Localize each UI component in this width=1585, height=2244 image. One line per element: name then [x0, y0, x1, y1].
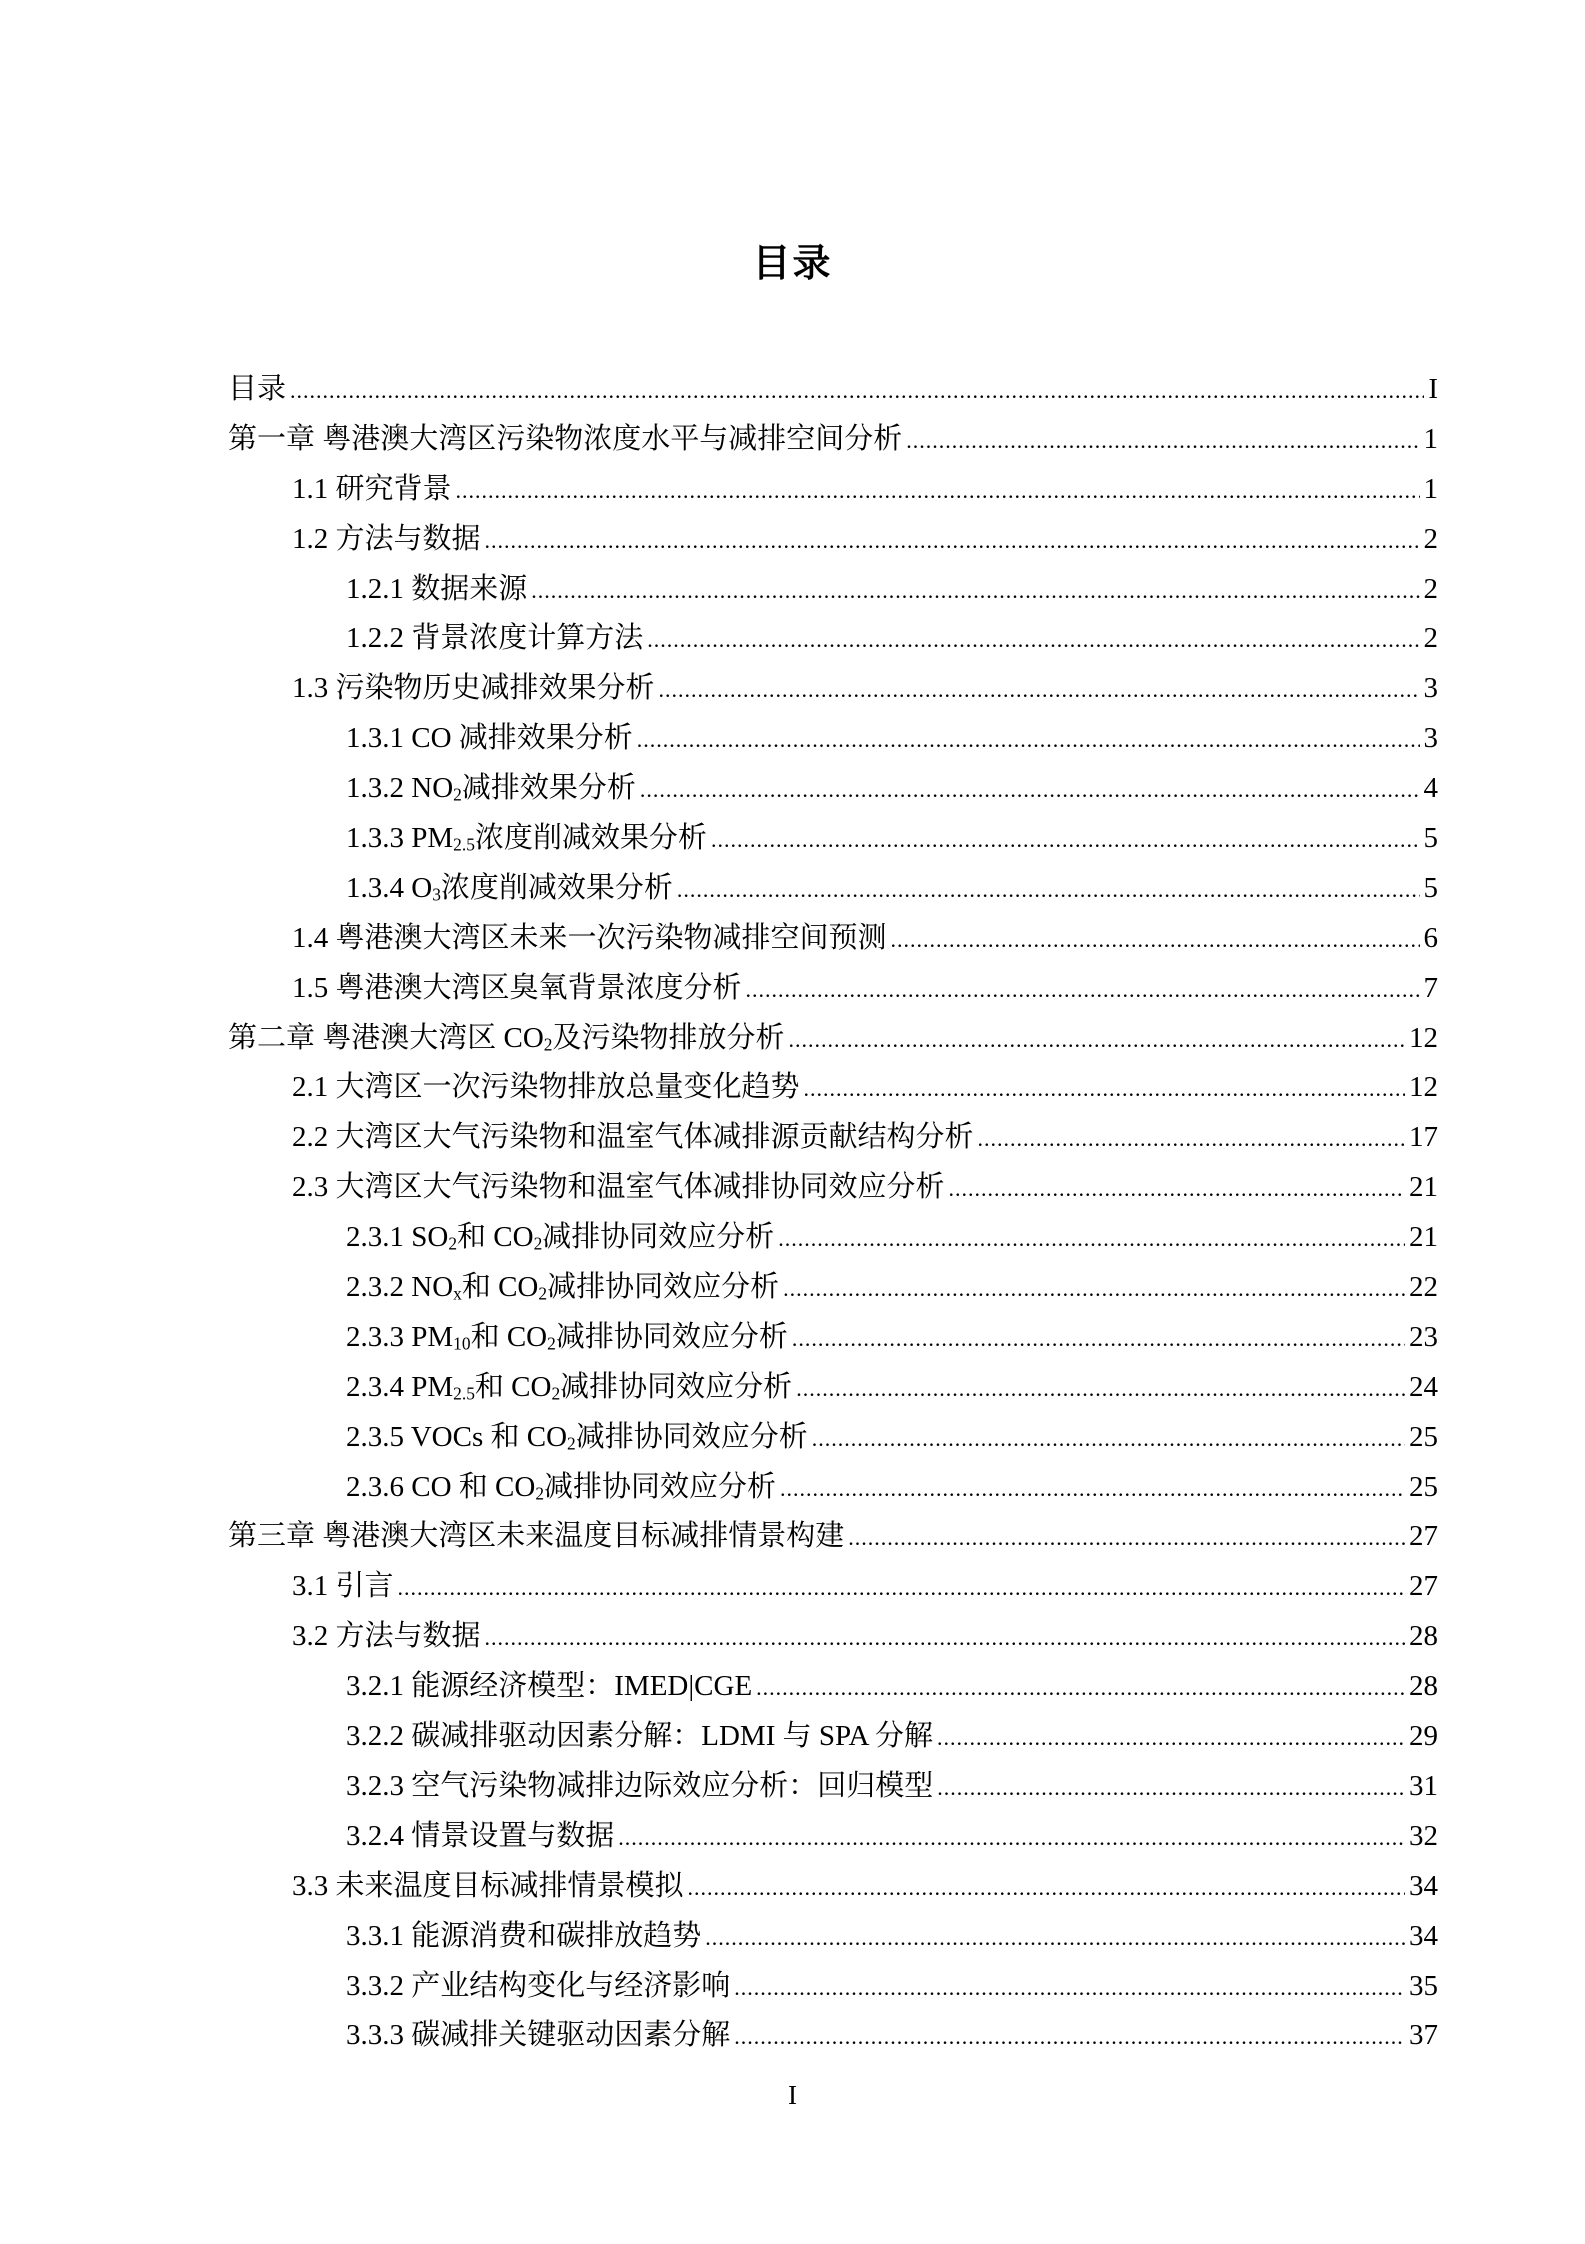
title-text: 减排协同效应分析	[544, 1470, 777, 1503]
title-text: 3.2 方法与数据	[292, 1620, 481, 1653]
dot-leader	[531, 578, 1419, 604]
toc-entry[interactable]	[228, 615, 1438, 665]
subscript: 2	[538, 1283, 548, 1304]
title-text: 第三章 粤港澳大湾区未来温度目标减排情景构建	[228, 1520, 845, 1553]
dot-leader	[804, 1076, 1405, 1102]
toc-entry-title	[346, 815, 707, 856]
dot-leader	[891, 927, 1420, 953]
dot-leader	[778, 1226, 1405, 1252]
toc-entry[interactable]	[228, 466, 1438, 516]
title-text: 目录	[228, 373, 287, 405]
toc-page-number: 34	[1409, 1869, 1438, 1902]
title-text: 和 CO	[474, 1370, 552, 1403]
title-text: 2.3.2 NO	[346, 1271, 454, 1304]
subscript: 2.5	[453, 834, 475, 855]
toc-entry-title	[292, 1114, 974, 1155]
toc-page-number: 2	[1423, 622, 1438, 655]
title-text: 1.5 粤港澳大湾区臭氧背景浓度分析	[292, 971, 742, 1004]
toc-entry-title	[346, 566, 527, 607]
toc-entry-title	[346, 1763, 933, 1804]
toc-entry[interactable]	[228, 1164, 1438, 1214]
title-text: 减排协同效应分析	[575, 1420, 808, 1453]
toc-page-number: 29	[1409, 1720, 1438, 1753]
toc-page-number: 25	[1409, 1420, 1438, 1453]
title-text: 2.3.6 CO 和 CO	[346, 1470, 536, 1503]
toc-page-number: 22	[1409, 1271, 1438, 1304]
toc-page-number: 6	[1423, 921, 1438, 954]
toc-page-number: 27	[1409, 1520, 1438, 1553]
toc-entry[interactable]	[228, 1214, 1438, 1264]
title-text: 3.2.2 碳减排驱动因素分解：LDMI 与 SPA 分解	[346, 1720, 934, 1753]
toc-page-number: 17	[1409, 1121, 1438, 1154]
toc-page-number: 12	[1409, 1071, 1438, 1104]
subscript: 2	[533, 1233, 543, 1254]
dot-leader	[485, 1625, 1405, 1651]
page-title: 目录	[752, 241, 833, 285]
toc-entry[interactable]	[228, 1613, 1438, 1663]
toc-entry-title	[292, 1863, 684, 1904]
dot-leader	[618, 1825, 1405, 1851]
dot-leader	[705, 1925, 1405, 1951]
toc-entry[interactable]	[228, 1763, 1438, 1813]
subscript: 2.5	[453, 1383, 475, 1404]
toc-entry[interactable]	[228, 416, 1438, 466]
dot-leader	[906, 428, 1419, 454]
toc-page-number: 7	[1423, 971, 1438, 1004]
toc-page-number: 35	[1409, 1969, 1438, 2002]
toc-page-number: 5	[1423, 822, 1438, 855]
toc-page-number: 12	[1409, 1021, 1438, 1054]
dot-leader	[677, 877, 1420, 903]
dot-leader	[647, 627, 1419, 653]
dot-leader	[796, 1376, 1405, 1402]
toc-page-number: 25	[1409, 1470, 1438, 1503]
toc-page-number: 23	[1409, 1320, 1438, 1353]
toc-page-number: 2	[1423, 522, 1438, 555]
toc-page-number: 31	[1409, 1769, 1438, 1802]
dot-leader	[290, 378, 1424, 404]
toc-entry[interactable]	[228, 1114, 1438, 1164]
title-text: 浓度削减效果分析	[474, 822, 707, 855]
toc-page-number: 21	[1409, 1171, 1438, 1204]
toc-entry[interactable]	[228, 1663, 1438, 1713]
toc-page-number: 5	[1423, 871, 1438, 904]
toc-entry-title	[292, 1613, 481, 1654]
dot-leader	[640, 777, 1420, 803]
toc-entry[interactable]	[228, 665, 1438, 715]
toc-entry-title	[346, 1364, 792, 1405]
title-text: 第一章 粤港澳大湾区污染物浓度水平与减排空间分析	[228, 422, 903, 455]
toc-page-number: 1	[1423, 472, 1438, 505]
toc-entry[interactable]	[228, 1364, 1438, 1414]
toc-entry-title	[346, 1414, 808, 1455]
toc-entry[interactable]	[228, 516, 1438, 566]
toc-entry[interactable]	[228, 1264, 1438, 1314]
title-text: 减排协同效应分析	[555, 1320, 788, 1353]
title-text: 2.3.3 PM	[346, 1320, 454, 1353]
title-text: 2.3 大湾区大气污染物和温室气体减排协同效应分析	[292, 1171, 945, 1204]
subscript: 2	[543, 1034, 553, 1055]
title-text: 和 CO	[470, 1320, 548, 1353]
toc-entry-title	[292, 1064, 800, 1105]
toc-entry-title	[292, 915, 887, 956]
dot-leader	[792, 1326, 1405, 1352]
toc-entry-title	[292, 965, 742, 1006]
title-text: 1.3.1 CO 减排效果分析	[346, 722, 633, 755]
toc-page-number: I	[1428, 373, 1438, 405]
title-text: 和 CO	[457, 1221, 534, 1254]
subscript: 2	[547, 1333, 556, 1354]
toc-entry-title	[346, 1913, 701, 1954]
toc-entry[interactable]	[228, 1414, 1438, 1464]
title-text: 3.3.2 产业结构变化与经济影响	[346, 1969, 731, 2002]
toc-page-number: 37	[1409, 2019, 1438, 2052]
toc-entry[interactable]	[228, 1863, 1438, 1913]
toc-entry[interactable]	[228, 1963, 1438, 2013]
title-text: 2.2 大湾区大气污染物和温室气体减排源贡献结构分析	[292, 1121, 974, 1154]
title-text: 减排效果分析	[461, 772, 636, 805]
toc-page-number: 21	[1409, 1221, 1438, 1254]
title-text: 1.3.2 NO	[346, 772, 454, 805]
dot-leader	[789, 1027, 1405, 1053]
toc-entry[interactable]	[228, 1913, 1438, 1963]
toc-entry[interactable]	[228, 566, 1438, 616]
toc-page-number: 1	[1423, 422, 1438, 455]
dot-leader	[780, 1476, 1405, 1502]
toc-entry-title	[346, 1314, 788, 1355]
dot-leader	[978, 1126, 1405, 1152]
title-text: 及污染物排放分析	[552, 1021, 785, 1054]
title-text: 1.2.1 数据来源	[346, 572, 528, 605]
subscript: 2	[453, 784, 462, 805]
subscript: 2	[448, 1233, 458, 1254]
title-text: 3.1 引言	[292, 1570, 394, 1603]
toc-page-number: 27	[1409, 1570, 1438, 1603]
toc-entry[interactable]	[228, 815, 1438, 865]
dot-leader	[949, 1176, 1405, 1202]
toc-page-number: 32	[1409, 1819, 1438, 1852]
toc-entry[interactable]	[228, 1015, 1438, 1065]
dot-leader	[848, 1525, 1405, 1551]
subscript: 10	[453, 1333, 471, 1354]
subscript: 3	[432, 884, 441, 905]
table-of-contents	[228, 366, 1438, 2062]
title-text: 1.2 方法与数据	[292, 522, 481, 555]
toc-entry[interactable]	[228, 1064, 1438, 1114]
title-text: 1.1 研究背景	[292, 472, 452, 505]
toc-entry-title	[346, 1464, 776, 1505]
toc-page-number: 3	[1423, 672, 1438, 705]
title-text: 第二章 粤港澳大湾区 CO	[228, 1021, 544, 1054]
toc-entry-title	[346, 1813, 614, 1854]
toc-entry-title	[292, 466, 452, 507]
toc-entry-title	[346, 1214, 774, 1255]
dot-leader	[937, 1725, 1405, 1751]
toc-entry[interactable]	[228, 715, 1438, 765]
toc-page-number: 28	[1409, 1620, 1438, 1653]
toc-entry-title	[228, 1513, 844, 1554]
title-text: 1.3.3 PM	[346, 822, 454, 855]
toc-entry-title	[228, 366, 286, 407]
toc-entry[interactable]	[228, 1813, 1438, 1863]
toc-page-number: 24	[1409, 1370, 1438, 1403]
title-text: 1.3.4 O	[346, 871, 433, 904]
title-text: 2.3.5 VOCs 和 CO	[346, 1420, 568, 1453]
title-text: 3.3.3 碳减排关键驱动因素分解	[346, 2019, 731, 2052]
toc-entry-title	[292, 665, 655, 706]
toc-entry[interactable]	[228, 1563, 1438, 1613]
title-text: 2.3.1 SO	[346, 1221, 449, 1254]
subscript: 2	[551, 1383, 561, 1404]
title-text: 3.3 未来温度目标减排情景模拟	[292, 1869, 684, 1902]
toc-entry-title	[346, 2012, 730, 2053]
toc-entry[interactable]	[228, 865, 1438, 915]
toc-page-number: 2	[1423, 572, 1438, 605]
toc-entry[interactable]	[228, 1713, 1438, 1763]
toc-entry-title	[292, 1563, 394, 1604]
title-text: 3.3.1 能源消费和碳排放趋势	[346, 1919, 702, 1952]
toc-entry-title	[228, 416, 902, 457]
dot-leader	[783, 1276, 1405, 1302]
toc-entry-title	[346, 1963, 730, 2004]
toc-entry-title	[292, 516, 481, 557]
title-text: 减排协同效应分析	[547, 1271, 780, 1304]
dot-leader	[711, 827, 1420, 853]
dot-leader	[734, 1975, 1405, 2001]
title-text: 1.2.2 背景浓度计算方法	[346, 622, 644, 655]
title-text: 3.2.3 空气污染物减排边际效应分析：回归模型	[346, 1769, 934, 1802]
toc-entry-title	[346, 865, 673, 906]
toc-entry[interactable]	[228, 2012, 1438, 2062]
title-text: 3.2.1 能源经济模型：IMED|CGE	[346, 1670, 753, 1703]
subscript: x	[453, 1283, 462, 1304]
toc-entry-title	[228, 1015, 785, 1056]
toc-entry[interactable]	[228, 1464, 1438, 1514]
toc-entry[interactable]	[228, 765, 1438, 815]
toc-entry-title	[346, 715, 633, 756]
dot-leader	[659, 677, 1420, 703]
toc-entry[interactable]	[228, 1314, 1438, 1364]
toc-page-number: 4	[1423, 772, 1438, 805]
title-text: 和 CO	[461, 1271, 539, 1304]
title-text: 2.1 大湾区一次污染物排放总量变化趋势	[292, 1071, 800, 1104]
title-text: 减排协同效应分析	[542, 1221, 775, 1254]
title-text: 浓度削减效果分析	[440, 871, 673, 904]
subscript: 2	[567, 1433, 576, 1454]
toc-entry-title	[346, 615, 643, 656]
toc-entry-title	[346, 1713, 933, 1754]
toc-entry-title	[346, 1264, 779, 1305]
subscript: 2	[535, 1483, 545, 1504]
dot-leader	[398, 1575, 1405, 1601]
title-text: 2.3.4 PM	[346, 1370, 454, 1403]
toc-entry-title	[292, 1164, 945, 1205]
title-text: 1.4 粤港澳大湾区未来一次污染物减排空间预测	[292, 921, 887, 954]
toc-entry[interactable]	[228, 1513, 1438, 1563]
dot-leader	[456, 478, 1420, 504]
dot-leader	[734, 2024, 1405, 2050]
title-text: 1.3 污染物历史减排效果分析	[292, 672, 655, 705]
toc-entry-title	[346, 765, 636, 806]
toc-page-number: 3	[1423, 722, 1438, 755]
page-number-footer: I	[788, 2080, 797, 2110]
toc-page-number: 28	[1409, 1670, 1438, 1703]
title-text: 减排协同效应分析	[560, 1370, 793, 1403]
toc-entry-title	[346, 1663, 752, 1704]
title-text: 3.2.4 情景设置与数据	[346, 1819, 615, 1852]
toc-entry[interactable]	[228, 965, 1438, 1015]
dot-leader	[937, 1775, 1405, 1801]
dot-leader	[746, 977, 1420, 1003]
toc-page-number: 34	[1409, 1919, 1438, 1952]
dot-leader	[637, 727, 1420, 753]
dot-leader	[812, 1426, 1405, 1452]
dot-leader	[485, 528, 1420, 554]
toc-entry[interactable]	[228, 366, 1438, 416]
dot-leader	[756, 1675, 1405, 1701]
toc-entry[interactable]	[228, 915, 1438, 965]
dot-leader	[688, 1875, 1405, 1901]
